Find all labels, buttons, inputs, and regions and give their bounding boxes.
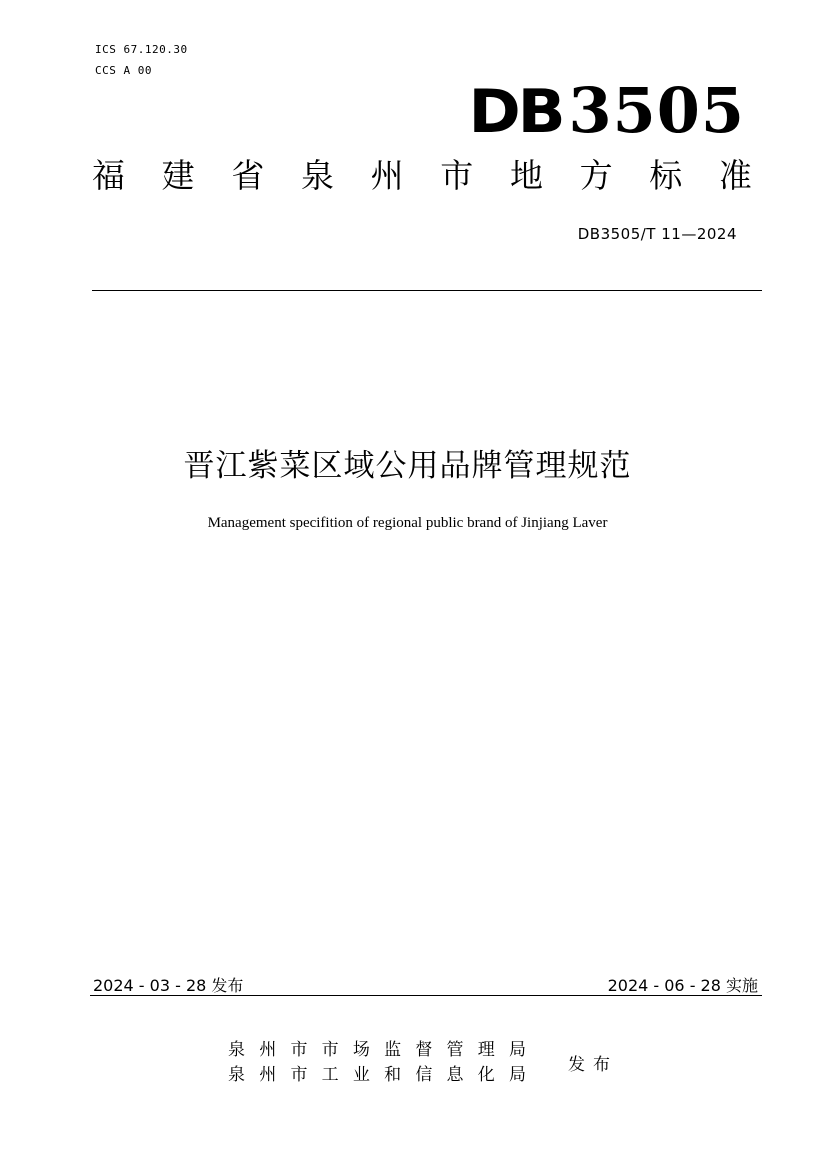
- issuer-char: 局: [508, 1040, 526, 1060]
- issuer-char: 市: [321, 1040, 339, 1060]
- bottom-divider: [90, 995, 762, 996]
- db-standard-mark: [468, 74, 745, 147]
- issuer-char: 业: [352, 1065, 370, 1085]
- top-divider: [92, 290, 762, 291]
- implement-date: 2024 - 06 - 28 实施: [607, 976, 758, 995]
- issuer-char: 息: [446, 1065, 464, 1085]
- issuer-char: 局: [508, 1065, 526, 1085]
- standard-name-char: 州: [370, 156, 404, 195]
- issuer-char: 州: [259, 1040, 277, 1060]
- issuer-char: 管: [446, 1040, 464, 1060]
- standard-name-char: 省: [231, 156, 265, 195]
- issuer-char: 州: [259, 1065, 277, 1085]
- issuer-char: 和: [384, 1065, 402, 1085]
- issuer-char: 场: [352, 1040, 370, 1060]
- issuer-char: 化: [477, 1065, 495, 1085]
- issuer-char: 市: [290, 1040, 308, 1060]
- issuer-char: 信: [415, 1065, 433, 1085]
- issuer-char: 工: [321, 1065, 339, 1085]
- issuer-char: 泉: [228, 1065, 245, 1085]
- issuer-char: 市: [290, 1065, 308, 1085]
- standard-name-char: 标: [649, 156, 683, 195]
- standard-name-char: 市: [440, 156, 474, 195]
- issuer-line-2: [228, 1063, 526, 1088]
- issuing-authorities: [228, 1038, 526, 1088]
- standard-name-char: 泉: [300, 156, 334, 195]
- standard-name-char: 准: [718, 156, 752, 195]
- standard-code: DB3505/T 11—2024: [577, 225, 737, 243]
- issuer-char: 监: [384, 1040, 402, 1060]
- title-chinese: 晋江紫菜区域公用品牌管理规范: [183, 448, 632, 484]
- issuer-line-1: [228, 1038, 526, 1063]
- standard-name-char: 地: [509, 156, 543, 195]
- standard-name-char: 福: [92, 156, 125, 195]
- issuer-char: 督: [415, 1040, 433, 1060]
- publish-date: 2024 - 03 - 28 发布: [93, 976, 244, 995]
- db-logo: DB: [468, 77, 563, 147]
- issue-action: 发布: [568, 1055, 618, 1075]
- db-number: 3505: [568, 74, 745, 147]
- standard-type-name: [92, 156, 752, 196]
- issuer-char: 理: [477, 1040, 495, 1060]
- ics-code: ICS 67.120.30: [95, 43, 188, 56]
- title-english: Management specifition of regional public brand of Jinjiang Laver: [207, 515, 608, 531]
- ccs-code: CCS A 00: [95, 64, 152, 77]
- standard-name-char: 方: [579, 156, 613, 195]
- standard-name-char: 建: [161, 156, 195, 195]
- issuer-char: 泉: [228, 1040, 245, 1060]
